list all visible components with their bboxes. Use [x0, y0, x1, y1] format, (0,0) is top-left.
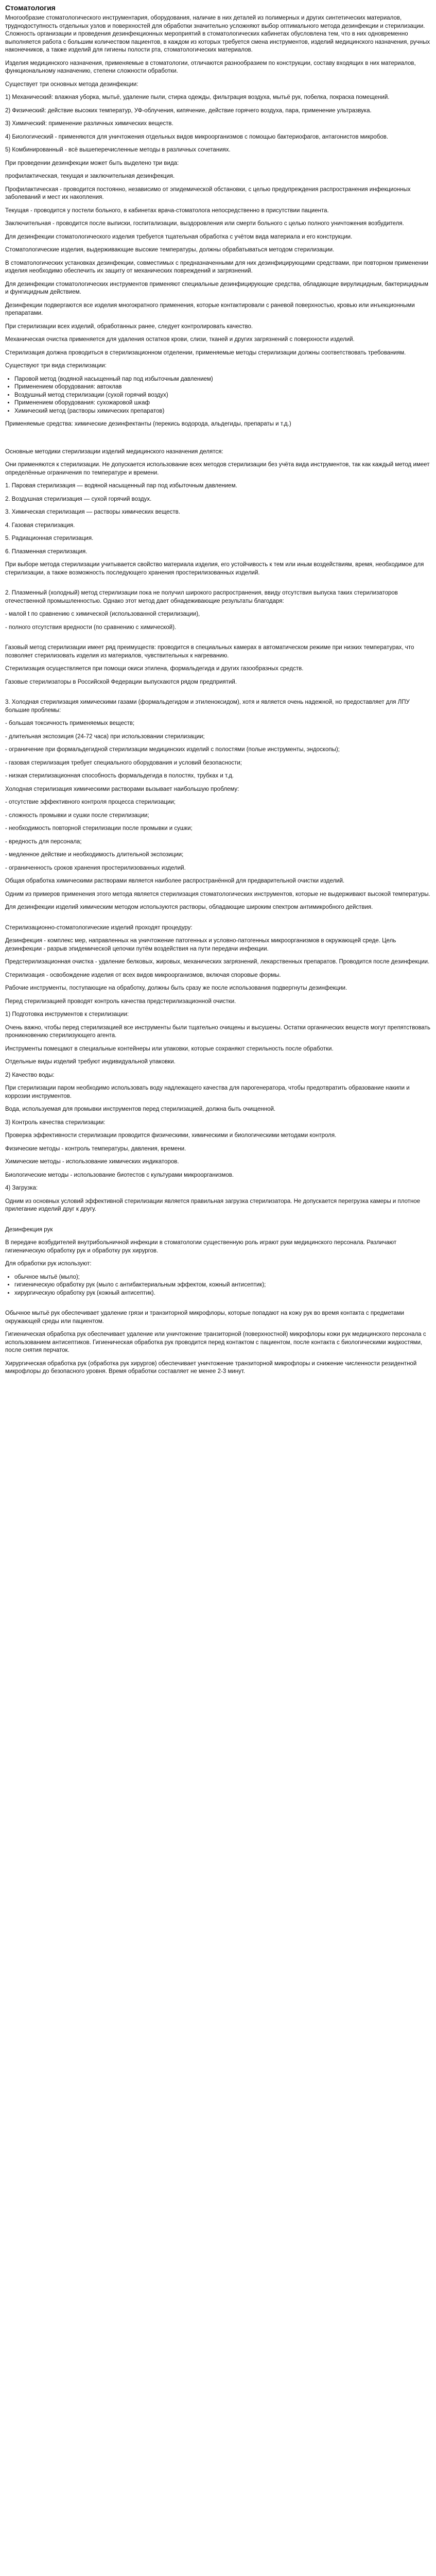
section-k: [5, 1198, 431, 1214]
list-item: • Химический метод (растворы химических препаратов): [14, 408, 431, 416]
paragraph: 1. Паровая стерилизация — водяной насыщенный пар под избыточным давлением.: [5, 483, 237, 489]
paragraph: Изделия медицинского назначения, применяемые в стоматологии, отличаются разнообразием по конструкции, составу входящих в них материалов, функциональному назначению, степени сложности обработки.: [5, 60, 416, 74]
section-b: [5, 611, 431, 632]
paragraph: Стерилизация должна проводиться в стерилизационном отделении, применяемые методы стерилизации должны соответствовать требованиям.: [5, 349, 406, 356]
section-l: [5, 1239, 431, 1268]
list-item: • хирургическую обработку рук (кожный антисептик).: [14, 1290, 431, 1298]
paragraph: При выборе метода стерилизации учитывается свойство материала изделия, его устойчивость к тем или иным воздействиям, время, необходимое для стерилизации, а также возможность последующего хранения простерилизованных изделий.: [5, 562, 424, 576]
paragraph: При проведении дезинфекции может быть выделено три вида:: [5, 160, 179, 166]
intro-section: [5, 14, 431, 357]
paragraph: 4) Биологический - применяются для уничтожения отдельных видов микроорганизмов с помощью бактериофагов, антагонистов микробов.: [5, 133, 389, 140]
paragraph: Вода, используемая для промывки инструментов перед стерилизацией, должна быть очищенной.: [5, 1106, 276, 1112]
paragraph: Проверка эффективности стерилизации проводится физическими, химическими и биологическими методами контроля.: [5, 1132, 337, 1139]
paragraph: Отдельные виды изделий требуют индивидуальной упаковки.: [5, 1059, 176, 1065]
group2-after: Применяемые средства: химические дезинфектанты (перекись водорода, альдегиды, препараты и т.д.): [5, 421, 291, 427]
paragraph: При стерилизации всех изделий, обработанных ранее, следует контролировать качество.: [5, 323, 253, 330]
section-a-title: Основные методики стерилизации изделий медицинского назначения делятся:: [5, 448, 223, 455]
section-a: [5, 461, 431, 577]
paragraph: - большая токсичность применяемых веществ;: [5, 720, 135, 726]
paragraph: Профилактическая - проводится постоянно, независимо от эпидемической обстановки, с целью предупреждения распространения инфекционных заболеваний и мест их накопления.: [5, 186, 411, 200]
section-b-title: 2. Плазменный (холодный) метод стерилизации пока не получил широкого распространения, ввиду отсутствия выпуска таких стерилизаторов отечественной промышленностью. Однако этот метод дает обнадеживающие результаты благодаря:: [5, 590, 398, 604]
paragraph: Предстерилизационная очистка - удаление белковых, жировых, механических загрязнений, лекарственных препаратов. Проводится после дезинфекции.: [5, 959, 430, 965]
paragraph: Для дезинфекции стоматологических инструментов применяют специальные дезинфицирующие средства, обладающие вирулицидным, бактерицидным и фунгицидным действием.: [5, 281, 428, 295]
paragraph: Многообразие стоматологического инструментария, оборудования, наличие в них деталей из полимерных и других синтетических материалов, труднодоступность отдельных узлов и поверхностей для обработки значительно усложняют выбор оптимального метода дезинфекции и стерилизации. Сложность организации и проведения дезинфекционных мероприятий в стоматологических кабинетах обусловлена тем, что в них одновременно выполняется работа с большим количеством пациентов, в каждом из которых требуется смена инструментов, изделий медицинского назначения, ручных наконечников, а также изделий для гигиены полости рта, стоматологических материалов.: [5, 15, 430, 53]
paragraph: Для дезинфекции изделий химическим методом используются растворы, обладающие широким спектром антимикробного действия.: [5, 904, 373, 910]
section-e-title: Холодная стерилизация химическими растворами вызывает наибольшую проблему:: [5, 786, 239, 792]
list-item: • Паровой метод (водяной насыщенный пар под избыточным давлением): [14, 376, 431, 384]
paragraph: Обычное мытьё рук обеспечивает удаление грязи и транзиторной микрофлоры, которые попадают на кожу рук во время контакта с предметами окружающей среды или пациентом.: [5, 1310, 405, 1325]
section-k-title: 4) Загрузка:: [5, 1185, 38, 1191]
paragraph: 3. Химическая стерилизация — растворы химических веществ.: [5, 509, 180, 515]
paragraph: Рабочие инструменты, поступающие на обработку, должны быть сразу же после использования подвергнуты дезинфекции.: [5, 985, 347, 991]
section-c: [5, 644, 431, 686]
paragraph: Механическая очистка применяется для удаления остатков крови, слизи, тканей и других загрязнений с поверхности изделий.: [5, 336, 355, 343]
paragraph: Инструменты помещают в специальные контейнеры или упаковки, которые сохраняют стерильность после обработки.: [5, 1045, 334, 1052]
paragraph: 1) Механический: влажная уборка, мытьё, удаление пыли, стирка одежды, фильтрация воздуха, мытьё рук, побелка, покраска помещений.: [5, 94, 390, 100]
page-title: Стоматология: [5, 4, 56, 12]
paragraph: Стоматологические изделия, выдерживающие высокие температуры, должны обрабатываться методом стерилизации.: [5, 247, 335, 253]
paragraph: - вредность для персонала;: [5, 838, 82, 845]
paragraph: профилактическая, текущая и заключительная дезинфекция.: [5, 173, 175, 179]
paragraph: - малой t по сравнению с химической (использованной стерилизации),: [5, 611, 200, 617]
paragraph: Существует три основных метода дезинфекции:: [5, 81, 138, 88]
paragraph: - необходимость повторной стерилизации после промывки и сушки;: [5, 825, 193, 832]
paragraph: - газовая стерилизация требует специального оборудования и условий безопасности;: [5, 759, 242, 766]
paragraph: - отсутствие эффективного контроля процесса стерилизации;: [5, 799, 176, 805]
sterilization-types-list: [14, 376, 431, 416]
paragraph: В стоматологических установках дезинфекции, совместимых с предназначенными для них дезинфицирующими средствами, при повторном применении изделия необходимо обеспечить их защиту от механических повреждений и загрязнений.: [5, 260, 428, 274]
paragraph: Газовый метод стерилизации имеет ряд преимуществ: проводится в специальных камерах в автоматическом режиме при низких температурах, что позволяет стерилизовать изделия из материалов, чувствительных к нагреванию.: [5, 645, 414, 659]
section-g-title: Стерилизационно-стоматологические изделий проходят процедуру:: [5, 924, 193, 931]
paragraph: 5) Комбинированный - всё вышеперечисленные методы в различных сочетаниях.: [5, 147, 231, 153]
paragraph: Одним из основных условий эффективной стерилизации является правильная загрузка стерилизатора. Не допускается перегрузка камеры и плотное прилегание изделий друг к другу.: [5, 1198, 421, 1212]
section-h: [5, 1024, 431, 1066]
paragraph: - низкая стерилизационная способность формальдегида в полостях, трубках и т.д.: [5, 773, 234, 779]
paragraph: - полного отсутствия вредности (по сравнению с химической).: [5, 624, 177, 631]
paragraph: Одним из примеров применения этого метода является стерилизация стоматологических инструментов, которые не выдерживают высокой температуры.: [5, 891, 430, 897]
list-item: • Применением оборудования: сухожаровой шкаф: [14, 399, 431, 408]
group2-intro: Существуют три вида стерилизации:: [5, 363, 107, 369]
section-h-title: 1) Подготовка инструментов к стерилизации:: [5, 1011, 129, 1018]
paragraph: Заключительная - проводится после выписки, госпитализации, выздоровления или смерти больного с целью полного уничтожения возбудителя.: [5, 221, 404, 227]
section-f: [5, 877, 431, 912]
list-item: • гигиеническую обработку рук (мыло с антибактериальным эффектом, кожный антисептик);: [14, 1281, 431, 1290]
paragraph: 2) Физический: действие высоких температур, УФ-облучения, кипячение, действие горячего воздуха, пара, применение ультразвука.: [5, 107, 372, 114]
section-d: [5, 720, 431, 781]
paragraph: - длительная экспозиция (24-72 часа) при использовании стерилизации;: [5, 733, 205, 740]
paragraph: Биологические методы - использование биотестов с культурами микроорганизмов.: [5, 1172, 234, 1178]
paragraph: Перед стерилизацией проводят контроль качества предстерилизационной очистки.: [5, 998, 236, 1005]
paragraph: Гигиеническая обработка рук обеспечивает удаление или уничтожение транзиторной (поверхностной) микрофлоры кожи рук медицинского персонала с использованием антисептиков. Гигиеническая обработка рук проводится перед контактом с пациентом, после контакта с биологическими жидкостями, после снятия перчаток.: [5, 1331, 426, 1353]
section-l-title: Дезинфекция рук: [5, 1226, 53, 1233]
paragraph: 3) Химический: применение различных химических веществ.: [5, 121, 173, 127]
list-item: • обычное мытьё (мыло);: [14, 1274, 431, 1282]
section-e: [5, 799, 431, 872]
section-g: [5, 937, 431, 1006]
paragraph: 6. Плазменная стерилизация.: [5, 548, 88, 555]
paragraph: Очень важно, чтобы перед стерилизацией все инструменты были тщательно очищены и высушены. Остатки органических веществ могут препятствовать проникновению стерилизующего агента.: [5, 1024, 430, 1039]
section-j: [5, 1132, 431, 1179]
paragraph: Хирургическая обработка рук (обработка рук хирургов) обеспечивает уничтожение транзиторной микрофлоры и снижение численности резидентной микрофлоры до безопасного уровня. Время обработки составляет не менее 2-3 минут.: [5, 1360, 417, 1375]
section-d-title: 3. Холодная стерилизация химическими газами (формальдегидом и этиленоксидом), хотя и является очень надежной, но предоставляет для ЛПУ большие проблемы:: [5, 699, 410, 714]
section-i: [5, 1084, 431, 1114]
paragraph: - ограниченность сроков хранения простерилизованных изделий.: [5, 865, 186, 871]
section-j-title: 3) Контроль качества стерилизации:: [5, 1119, 106, 1126]
paragraph: В передаче возбудителей внутрибольничной инфекции в стоматологии существенную роль играют руки медицинского персонала. Различают гигиеническую обработку рук и обработку рук хирургов.: [5, 1240, 397, 1254]
paragraph: - медленное действие и необходимость длительной экспозиции;: [5, 852, 184, 858]
paragraph: - сложность промывки и сушки после стерилизации;: [5, 812, 149, 819]
paragraph: 4. Газовая стерилизация.: [5, 522, 75, 529]
paragraph: 2. Воздушная стерилизация — сухой горячий воздух.: [5, 496, 152, 502]
hand-treatment-list: [14, 1274, 431, 1298]
paragraph: Газовые стерилизаторы в Российской Федерации выпускаются рядом предприятий.: [5, 679, 237, 685]
paragraph: 5. Радиационная стерилизация.: [5, 535, 94, 541]
paragraph: Стерилизация осуществляется при помощи окиси этилена, формальдегида и других газообразных средств.: [5, 666, 304, 672]
paragraph: Текущая - проводится у постели больного, в кабинетах врача-стоматолога непосредственно в присутствии пациента.: [5, 207, 329, 214]
paragraph: Физические методы - контроль температуры, давления, времени.: [5, 1145, 186, 1152]
paragraph: Стерилизация - освобождение изделия от всех видов микроорганизмов, включая споровые формы.: [5, 972, 281, 978]
paragraph: Для обработки рук используют:: [5, 1261, 92, 1267]
paragraph: При стерилизации паром необходимо использовать воду надлежащего качества для парогенератора, чтобы предотвратить образование накипи и коррозии инструментов.: [5, 1085, 410, 1099]
list-item: • Применением оборудования: автоклав: [14, 383, 431, 392]
section-i-title: 2) Качество воды:: [5, 1072, 55, 1078]
list-item: • Воздушный метод стерилизации (сухой горячий воздух): [14, 392, 431, 400]
paragraph: Химические методы - использование химических индикаторов.: [5, 1159, 179, 1165]
paragraph: - ограничение при формальдегидной стерилизации медицинских изделий с полостями (полые инструменты, эндоскопы);: [5, 747, 340, 753]
paragraph: Для дезинфекции стоматологического изделия требуется тщательная обработка с учётом вида материала и его конструкции.: [5, 233, 353, 240]
paragraph: Они применяются к стерилизации. Не допускается использование всех методов стерилизации без учёта вида инструментов, так как каждый метод имеет определённые ограничения по температуре и времени.: [5, 462, 430, 476]
paragraph: Дезинфекции подвергаются все изделия многократного применения, которые контактировали с раневой поверхностью, кровью или инъекционными препаратами.: [5, 302, 415, 316]
paragraph: Дезинфекция - комплекс мер, направленных на уничтожение патогенных и условно-патогенных микроорганизмов в окружающей среде. Цель дезинфекции - разрыв эпидемической цепочки путём воздействия на пути передачи инфекции.: [5, 938, 396, 952]
paragraph: Общая обработка химическими растворами является наиболее распространённой для предварительной очистки изделий.: [5, 878, 345, 884]
section-m: [5, 1310, 431, 1376]
